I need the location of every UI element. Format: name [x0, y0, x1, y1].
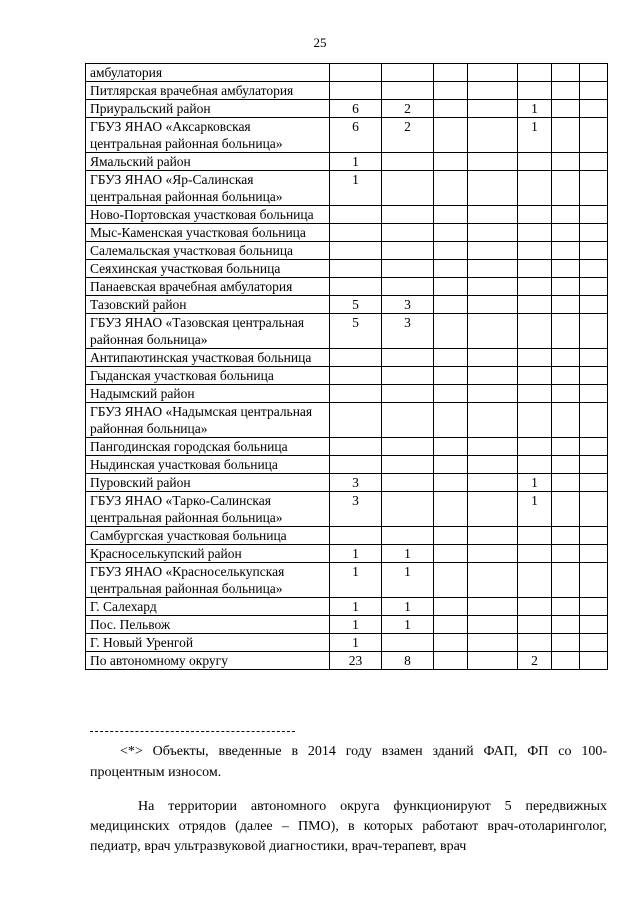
- value-cell: [434, 206, 468, 224]
- row-name-cell: Приуральский район: [86, 100, 330, 118]
- value-cell: [330, 278, 382, 296]
- value-cell: [580, 616, 608, 634]
- value-cell: [434, 224, 468, 242]
- value-cell: [580, 563, 608, 598]
- facilities-table: [85, 63, 608, 670]
- value-cell: [434, 278, 468, 296]
- table-row: [86, 118, 608, 153]
- value-cell: 1: [518, 492, 552, 527]
- value-cell: [580, 598, 608, 616]
- value-cell: [434, 118, 468, 153]
- value-cell: 23: [330, 652, 382, 670]
- row-name-cell: ГБУЗ ЯНАО «Тазовская центральная районная больница»: [86, 314, 330, 349]
- value-cell: [518, 349, 552, 367]
- row-name-cell: Гыданская участковая больница: [86, 367, 330, 385]
- value-cell: [518, 527, 552, 545]
- row-name-cell: Питлярская врачебная амбулатория: [86, 82, 330, 100]
- value-cell: [580, 260, 608, 278]
- value-cell: [518, 367, 552, 385]
- value-cell: [580, 474, 608, 492]
- value-cell: [468, 314, 518, 349]
- value-cell: [434, 563, 468, 598]
- value-cell: [434, 474, 468, 492]
- value-cell: [518, 242, 552, 260]
- value-cell: [580, 100, 608, 118]
- value-cell: [434, 527, 468, 545]
- value-cell: 6: [330, 118, 382, 153]
- value-cell: [552, 403, 580, 438]
- value-cell: [468, 206, 518, 224]
- value-cell: [330, 438, 382, 456]
- value-cell: 5: [330, 296, 382, 314]
- value-cell: [330, 527, 382, 545]
- value-cell: [552, 492, 580, 527]
- value-cell: [468, 545, 518, 563]
- value-cell: [518, 206, 552, 224]
- value-cell: [468, 260, 518, 278]
- value-cell: [518, 545, 552, 563]
- value-cell: [518, 438, 552, 456]
- row-name-cell: ГБУЗ ЯНАО «Аксарковская центральная районная больница»: [86, 118, 330, 153]
- value-cell: [434, 385, 468, 403]
- value-cell: [382, 349, 434, 367]
- value-cell: 1: [330, 634, 382, 652]
- table-row: [86, 545, 608, 563]
- value-cell: [552, 260, 580, 278]
- value-cell: [552, 242, 580, 260]
- value-cell: 2: [518, 652, 552, 670]
- value-cell: [552, 545, 580, 563]
- value-cell: [468, 64, 518, 82]
- table-row: [86, 456, 608, 474]
- row-name-cell: Ямальский район: [86, 153, 330, 171]
- value-cell: [580, 492, 608, 527]
- table-row: [86, 563, 608, 598]
- table-row: [86, 82, 608, 100]
- value-cell: [434, 171, 468, 206]
- row-name-cell: Антипаютинская участковая больница: [86, 349, 330, 367]
- value-cell: [518, 224, 552, 242]
- table-row: [86, 260, 608, 278]
- value-cell: [434, 314, 468, 349]
- value-cell: 3: [382, 314, 434, 349]
- value-cell: [382, 634, 434, 652]
- value-cell: [382, 64, 434, 82]
- value-cell: [580, 206, 608, 224]
- value-cell: [580, 153, 608, 171]
- value-cell: 2: [382, 118, 434, 153]
- value-cell: [468, 456, 518, 474]
- table-row: [86, 634, 608, 652]
- row-name-cell: Пангодинская городская больница: [86, 438, 330, 456]
- value-cell: [580, 438, 608, 456]
- value-cell: 1: [382, 545, 434, 563]
- value-cell: [552, 385, 580, 403]
- table-row: [86, 100, 608, 118]
- value-cell: [552, 598, 580, 616]
- value-cell: 1: [518, 474, 552, 492]
- row-name-cell: ГБУЗ ЯНАО «Надымская центральная районная больница»: [86, 403, 330, 438]
- table-row: [86, 242, 608, 260]
- value-cell: [382, 224, 434, 242]
- value-cell: [580, 314, 608, 349]
- value-cell: [330, 224, 382, 242]
- value-cell: [580, 296, 608, 314]
- value-cell: [552, 118, 580, 153]
- table-row: [86, 616, 608, 634]
- value-cell: [552, 278, 580, 296]
- value-cell: [468, 153, 518, 171]
- value-cell: 1: [330, 545, 382, 563]
- value-cell: [552, 153, 580, 171]
- row-name-cell: Г. Новый Уренгой: [86, 634, 330, 652]
- value-cell: [434, 634, 468, 652]
- value-cell: [580, 82, 608, 100]
- value-cell: [552, 349, 580, 367]
- table-row: [86, 438, 608, 456]
- value-cell: [382, 367, 434, 385]
- value-cell: [434, 616, 468, 634]
- value-cell: [552, 296, 580, 314]
- value-cell: [434, 242, 468, 260]
- row-name-cell: Красноселькупский район: [86, 545, 330, 563]
- row-name-cell: Пуровский район: [86, 474, 330, 492]
- value-cell: 5: [330, 314, 382, 349]
- value-cell: [330, 260, 382, 278]
- value-cell: [580, 278, 608, 296]
- value-cell: [382, 527, 434, 545]
- table-row: [86, 527, 608, 545]
- value-cell: [552, 64, 580, 82]
- table-row: [86, 64, 608, 82]
- value-cell: [468, 438, 518, 456]
- value-cell: [552, 367, 580, 385]
- value-cell: 1: [330, 153, 382, 171]
- footnote-separator: [90, 731, 295, 732]
- value-cell: [580, 171, 608, 206]
- value-cell: 1: [330, 598, 382, 616]
- value-cell: [552, 474, 580, 492]
- value-cell: [434, 545, 468, 563]
- value-cell: 2: [382, 100, 434, 118]
- row-name-cell: ГБУЗ ЯНАО «Яр-Салинская центральная районная больница»: [86, 171, 330, 206]
- value-cell: [552, 100, 580, 118]
- value-cell: [434, 367, 468, 385]
- value-cell: [552, 527, 580, 545]
- value-cell: [580, 349, 608, 367]
- value-cell: [580, 652, 608, 670]
- value-cell: [518, 260, 552, 278]
- table-row: [86, 598, 608, 616]
- value-cell: [382, 385, 434, 403]
- value-cell: [468, 171, 518, 206]
- value-cell: [552, 438, 580, 456]
- value-cell: 1: [382, 563, 434, 598]
- value-cell: [552, 456, 580, 474]
- table-row: [86, 206, 608, 224]
- value-cell: [468, 385, 518, 403]
- row-name-cell: амбулатория: [86, 64, 330, 82]
- value-cell: [518, 598, 552, 616]
- value-cell: [434, 153, 468, 171]
- value-cell: [434, 652, 468, 670]
- value-cell: [518, 153, 552, 171]
- value-cell: 1: [382, 616, 434, 634]
- row-name-cell: Самбургская участковая больница: [86, 527, 330, 545]
- value-cell: [468, 296, 518, 314]
- value-cell: [552, 634, 580, 652]
- table-row: [86, 296, 608, 314]
- value-cell: [468, 652, 518, 670]
- value-cell: [580, 64, 608, 82]
- value-cell: [580, 545, 608, 563]
- row-name-cell: Ныдинская участковая больница: [86, 456, 330, 474]
- value-cell: [552, 224, 580, 242]
- value-cell: 1: [330, 616, 382, 634]
- value-cell: [330, 82, 382, 100]
- value-cell: 1: [518, 118, 552, 153]
- value-cell: [580, 634, 608, 652]
- table-row: [86, 349, 608, 367]
- value-cell: [580, 403, 608, 438]
- value-cell: [468, 492, 518, 527]
- value-cell: [382, 82, 434, 100]
- value-cell: [518, 563, 552, 598]
- value-cell: [434, 260, 468, 278]
- value-cell: [382, 242, 434, 260]
- value-cell: [518, 296, 552, 314]
- body-paragraph: На территории автономного округа функционируют 5 передвижных медицинских отрядов (далее – ПМО), в которых работают врач-отоларинголог, педиатр, врач ультразвуковой диагностики, врач-терапевт, врач: [90, 799, 607, 854]
- value-cell: [330, 64, 382, 82]
- value-cell: [518, 314, 552, 349]
- value-cell: 3: [330, 492, 382, 527]
- value-cell: [518, 634, 552, 652]
- value-cell: [434, 403, 468, 438]
- value-cell: [468, 82, 518, 100]
- value-cell: 1: [330, 171, 382, 206]
- value-cell: [580, 118, 608, 153]
- row-name-cell: Сеяхинская участковая больница: [86, 260, 330, 278]
- value-cell: [434, 438, 468, 456]
- value-cell: [382, 206, 434, 224]
- value-cell: [552, 314, 580, 349]
- table-row: [86, 474, 608, 492]
- table-row: [86, 153, 608, 171]
- value-cell: [468, 118, 518, 153]
- value-cell: [552, 82, 580, 100]
- value-cell: [468, 242, 518, 260]
- value-cell: [434, 492, 468, 527]
- value-cell: [468, 367, 518, 385]
- row-name-cell: Надымский район: [86, 385, 330, 403]
- row-name-cell: ГБУЗ ЯНАО «Тарко-Салинская центральная районная больница»: [86, 492, 330, 527]
- value-cell: [382, 438, 434, 456]
- value-cell: [434, 64, 468, 82]
- table-row: [86, 278, 608, 296]
- value-cell: [518, 403, 552, 438]
- value-cell: [518, 278, 552, 296]
- value-cell: 3: [382, 296, 434, 314]
- row-name-cell: По автономному округу: [86, 652, 330, 670]
- value-cell: [330, 456, 382, 474]
- value-cell: [330, 367, 382, 385]
- value-cell: [580, 527, 608, 545]
- value-cell: [468, 634, 518, 652]
- value-cell: [382, 171, 434, 206]
- value-cell: [518, 64, 552, 82]
- row-name-cell: ГБУЗ ЯНАО «Красноселькупская центральная районная больница»: [86, 563, 330, 598]
- value-cell: [468, 403, 518, 438]
- value-cell: [468, 349, 518, 367]
- value-cell: [580, 367, 608, 385]
- value-cell: [468, 474, 518, 492]
- row-name-cell: Панаевская врачебная амбулатория: [86, 278, 330, 296]
- value-cell: [552, 563, 580, 598]
- value-cell: [468, 563, 518, 598]
- value-cell: 1: [330, 563, 382, 598]
- footnote: <*> Объекты, введенные в 2014 году взамен зданий ФАП, ФП со 100-процентным износом.: [90, 744, 607, 780]
- value-cell: 1: [518, 100, 552, 118]
- value-cell: [580, 456, 608, 474]
- value-cell: [518, 456, 552, 474]
- value-cell: [382, 153, 434, 171]
- value-cell: 1: [382, 598, 434, 616]
- table-row: [86, 652, 608, 670]
- value-cell: [330, 385, 382, 403]
- table-row: [86, 314, 608, 349]
- value-cell: [382, 260, 434, 278]
- value-cell: [580, 385, 608, 403]
- table-row: [86, 171, 608, 206]
- value-cell: [468, 598, 518, 616]
- page-number: 25: [313, 35, 327, 50]
- value-cell: [434, 349, 468, 367]
- row-name-cell: Ново-Портовская участковая больница: [86, 206, 330, 224]
- value-cell: [434, 82, 468, 100]
- value-cell: [552, 616, 580, 634]
- value-cell: [382, 403, 434, 438]
- table-row: [86, 367, 608, 385]
- value-cell: [434, 296, 468, 314]
- table-row: [86, 385, 608, 403]
- value-cell: [330, 242, 382, 260]
- value-cell: [434, 100, 468, 118]
- value-cell: [552, 171, 580, 206]
- value-cell: 3: [330, 474, 382, 492]
- row-name-cell: Г. Салехард: [86, 598, 330, 616]
- value-cell: [330, 349, 382, 367]
- value-cell: [518, 616, 552, 634]
- value-cell: [434, 598, 468, 616]
- value-cell: [580, 224, 608, 242]
- value-cell: [434, 456, 468, 474]
- value-cell: [468, 278, 518, 296]
- row-name-cell: Тазовский район: [86, 296, 330, 314]
- value-cell: [468, 527, 518, 545]
- value-cell: [468, 616, 518, 634]
- value-cell: [552, 206, 580, 224]
- value-cell: [518, 385, 552, 403]
- value-cell: 8: [382, 652, 434, 670]
- table-row: [86, 492, 608, 527]
- value-cell: [382, 492, 434, 527]
- value-cell: [580, 242, 608, 260]
- table-row: [86, 403, 608, 438]
- value-cell: 6: [330, 100, 382, 118]
- value-cell: [382, 278, 434, 296]
- value-cell: [468, 224, 518, 242]
- row-name-cell: Салемальская участковая больница: [86, 242, 330, 260]
- value-cell: [330, 206, 382, 224]
- row-name-cell: Мыс-Каменская участковая больница: [86, 224, 330, 242]
- value-cell: [518, 82, 552, 100]
- value-cell: [468, 100, 518, 118]
- value-cell: [552, 652, 580, 670]
- value-cell: [382, 456, 434, 474]
- value-cell: [382, 474, 434, 492]
- table-row: [86, 224, 608, 242]
- value-cell: [330, 403, 382, 438]
- row-name-cell: Пос. Пельвож: [86, 616, 330, 634]
- value-cell: [518, 171, 552, 206]
